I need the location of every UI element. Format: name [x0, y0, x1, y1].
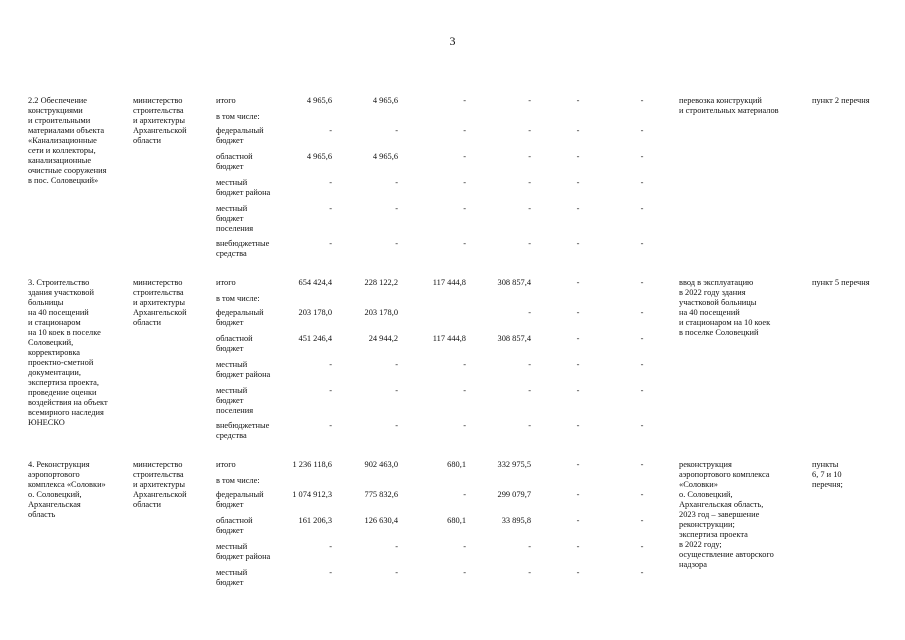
- value-cell: -: [576, 542, 580, 551]
- executor: министерство строительства и архитектуры Архангельской области: [133, 278, 187, 327]
- value-cell: -: [640, 178, 644, 187]
- row-label: местный бюджет района: [216, 178, 271, 197]
- value-cell: 4 965,6: [306, 152, 332, 161]
- value-cell: -: [528, 178, 531, 187]
- row-label: федеральный бюджет: [216, 490, 264, 509]
- reference: пункт 2 перечня: [812, 96, 870, 105]
- row-label: внебюджетные средства: [216, 421, 270, 440]
- value-cell: -: [463, 126, 466, 135]
- reference: пункт 5 перечня: [812, 278, 870, 287]
- value-cell: -: [463, 490, 466, 499]
- value-cell: 775 832,6: [364, 490, 398, 499]
- result-text: перевозка конструкций и строительных материалов: [679, 96, 779, 115]
- value-cell: 4 965,6: [372, 96, 398, 105]
- reference: пункты 6, 7 и 10 перечня;: [812, 460, 843, 489]
- value-cell: -: [528, 204, 531, 213]
- value-cell: -: [640, 96, 644, 105]
- row-label: итого: [216, 96, 236, 105]
- value-cell: -: [640, 308, 644, 317]
- row-label: местный бюджет района: [216, 542, 271, 561]
- value-cell: 451 246,4: [298, 334, 332, 343]
- value-cell: -: [329, 568, 332, 577]
- value-cell: -: [640, 278, 644, 287]
- value-cell: 299 079,7: [497, 490, 531, 499]
- value-cell: -: [528, 96, 531, 105]
- result-text: реконструкция аэропортового комплекса «Соловки» о. Соловецкий, Архангельская область, 2023 год – завершение реконструкции; экспертиза проекта в 2022 году; осуществление авторского надзора: [679, 460, 774, 569]
- value-cell: -: [395, 386, 398, 395]
- value-cell: -: [576, 360, 580, 369]
- value-cell: 308 857,4: [497, 278, 531, 287]
- row-label: местный бюджет района: [216, 360, 271, 379]
- section-name: 3. Строительство здания участковой больницы на 40 посещений и стационаром на 10 коек в поселке Соловецкий, корректировка проектно-сметной документации, экспертиза проекта, проведение оценки воздействия на объект всемирного наследия ЮНЕСКО: [28, 278, 108, 427]
- value-cell: -: [395, 204, 398, 213]
- value-cell: 4 965,6: [306, 96, 332, 105]
- value-cell: -: [640, 334, 644, 343]
- value-cell: -: [576, 334, 580, 343]
- value-cell: -: [463, 421, 466, 430]
- value-cell: -: [528, 568, 531, 577]
- value-cell: -: [463, 178, 466, 187]
- value-cell: -: [395, 178, 398, 187]
- value-cell: -: [329, 126, 332, 135]
- value-cell: -: [576, 239, 580, 248]
- section-name: 4. Реконструкция аэропортового комплекса «Соловки» о. Соловецкий, Архангельская область: [28, 460, 106, 519]
- row-label: внебюджетные средства: [216, 239, 270, 258]
- value-cell: -: [576, 568, 580, 577]
- value-cell: -: [395, 360, 398, 369]
- value-cell: -: [528, 152, 531, 161]
- value-cell: -: [576, 126, 580, 135]
- value-cell: 203 178,0: [364, 308, 398, 317]
- value-cell: 902 463,0: [364, 460, 398, 469]
- value-cell: 1 236 118,6: [292, 460, 332, 469]
- value-cell: -: [463, 204, 466, 213]
- row-label: местный бюджет поселения: [216, 386, 254, 415]
- value-cell: -: [640, 386, 644, 395]
- value-cell: -: [576, 421, 580, 430]
- value-cell: -: [528, 386, 531, 395]
- value-cell: -: [528, 360, 531, 369]
- value-cell: -: [640, 204, 644, 213]
- page-number: 3: [449, 34, 456, 48]
- value-cell: -: [576, 386, 580, 395]
- value-cell: -: [463, 542, 466, 551]
- value-cell: -: [329, 386, 332, 395]
- value-cell: -: [329, 178, 332, 187]
- value-cell: -: [640, 421, 644, 430]
- value-cell: 680,1: [447, 460, 466, 469]
- row-label: федеральный бюджет: [216, 308, 264, 327]
- value-cell: -: [576, 178, 580, 187]
- value-cell: 24 944,2: [368, 334, 398, 343]
- value-cell: -: [576, 308, 580, 317]
- value-cell: 308 857,4: [497, 334, 531, 343]
- value-cell: -: [528, 126, 531, 135]
- value-cell: -: [640, 568, 644, 577]
- row-label: в том числе:: [216, 476, 260, 485]
- value-cell: -: [640, 542, 644, 551]
- value-cell: -: [528, 308, 531, 317]
- row-label: местный бюджет: [216, 568, 248, 587]
- value-cell: -: [463, 360, 466, 369]
- value-cell: 4 965,6: [372, 152, 398, 161]
- value-cell: 654 424,4: [298, 278, 332, 287]
- value-cell: -: [395, 126, 398, 135]
- value-cell: -: [640, 239, 644, 248]
- row-label: областной бюджет: [216, 334, 253, 353]
- value-cell: -: [576, 516, 580, 525]
- value-cell: 117 444,8: [432, 278, 466, 287]
- value-cell: -: [463, 152, 466, 161]
- value-cell: -: [395, 421, 398, 430]
- value-cell: -: [463, 239, 466, 248]
- result-text: ввод в эксплуатацию в 2022 году здания участковой больницы на 40 посещений и стационаром на 10 коек в поселке Соловецкий: [679, 278, 771, 337]
- value-cell: -: [576, 204, 580, 213]
- value-cell: -: [395, 239, 398, 248]
- executor: министерство строительства и архитектуры Архангельской области: [133, 460, 187, 509]
- value-cell: 161 206,3: [298, 516, 332, 525]
- value-cell: -: [329, 204, 332, 213]
- value-cell: 126 630,4: [364, 516, 398, 525]
- value-cell: 1 074 912,3: [292, 490, 332, 499]
- value-cell: -: [640, 126, 644, 135]
- value-cell: -: [463, 568, 466, 577]
- value-cell: 117 444,8: [432, 334, 466, 343]
- value-cell: -: [576, 490, 580, 499]
- value-cell: -: [576, 152, 580, 161]
- value-cell: -: [329, 542, 332, 551]
- row-label: итого: [216, 460, 236, 469]
- value-cell: -: [329, 360, 332, 369]
- value-cell: -: [640, 152, 644, 161]
- value-cell: 332 975,5: [497, 460, 531, 469]
- value-cell: -: [463, 386, 466, 395]
- executor: министерство строительства и архитектуры Архангельской области: [133, 96, 187, 145]
- value-cell: 33 895,8: [501, 516, 531, 525]
- value-cell: -: [528, 421, 531, 430]
- row-label: итого: [216, 278, 236, 287]
- value-cell: -: [576, 278, 580, 287]
- value-cell: -: [640, 360, 644, 369]
- section-name: 2.2 Обеспечение конструкциями и строительными материалами объекта «Канализационные сети и коллекторы, канализационные очистные сооружения в пос. Соловецкий»: [28, 96, 107, 185]
- value-cell: -: [640, 516, 644, 525]
- value-cell: -: [395, 542, 398, 551]
- value-cell: -: [576, 96, 580, 105]
- row-label: местный бюджет поселения: [216, 204, 254, 233]
- row-label: областной бюджет: [216, 516, 253, 535]
- row-label: в том числе:: [216, 112, 260, 121]
- row-label: федеральный бюджет: [216, 126, 264, 145]
- value-cell: -: [576, 460, 580, 469]
- value-cell: -: [640, 460, 644, 469]
- value-cell: -: [528, 542, 531, 551]
- row-label: областной бюджет: [216, 152, 253, 171]
- value-cell: -: [463, 96, 466, 105]
- value-cell: -: [395, 568, 398, 577]
- row-label: в том числе:: [216, 294, 260, 303]
- value-cell: -: [528, 239, 531, 248]
- value-cell: -: [329, 239, 332, 248]
- value-cell: 203 178,0: [298, 308, 332, 317]
- value-cell: 228 122,2: [364, 278, 398, 287]
- value-cell: 680,1: [447, 516, 466, 525]
- value-cell: -: [640, 490, 644, 499]
- value-cell: -: [329, 421, 332, 430]
